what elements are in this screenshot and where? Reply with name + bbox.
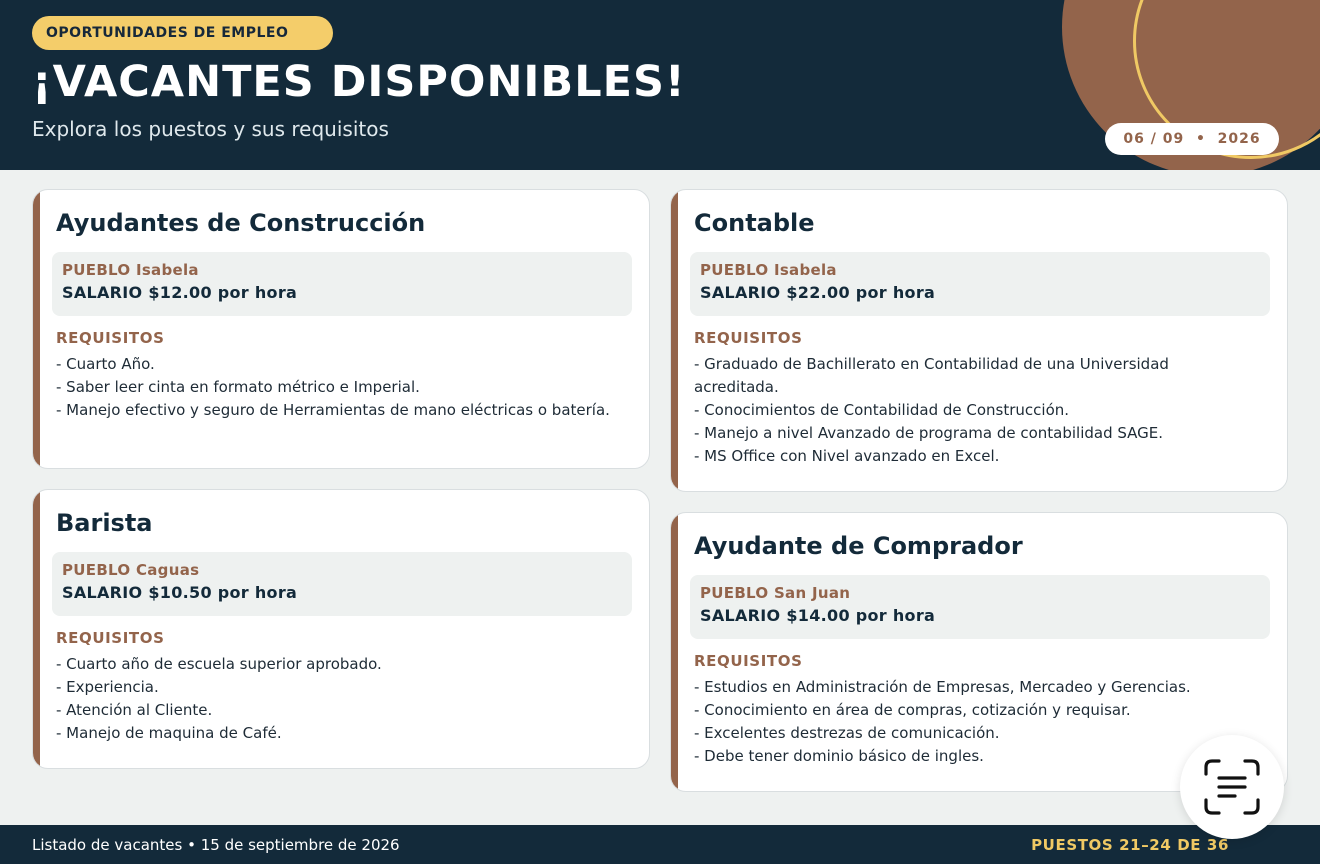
job-title: Ayudante de Comprador	[694, 532, 1023, 560]
requirement-item: - Manejo a nivel Avanzado de programa de contabilidad SAGE.	[694, 424, 1164, 442]
requirements-list	[694, 353, 1254, 468]
job-title: Ayudantes de Construcción	[56, 209, 426, 237]
requirement-item: - Excelentes destrezas de comunicación.	[694, 724, 1000, 742]
job-card-barista	[32, 489, 650, 769]
job-card-ayudantes-construccion	[32, 189, 650, 469]
requirements-list	[694, 676, 1274, 768]
job-location: PUEBLO Isabela	[62, 261, 199, 279]
job-info-box	[52, 552, 632, 616]
requirement-item: - Debe tener dominio básico de ingles.	[694, 747, 984, 765]
requirements-label: REQUISITOS	[56, 329, 165, 347]
footer-page-range: PUESTOS 21–24 DE 36	[1031, 836, 1229, 854]
requirement-item: - Manejo de maquina de Café.	[56, 724, 282, 742]
requirement-item: - Conocimiento en área de compras, cotización y requisar.	[694, 701, 1131, 719]
header-banner	[0, 0, 1320, 170]
requirement-item: - MS Office con Nivel avanzado en Excel.	[694, 447, 1000, 465]
requirement-item: - Saber leer cinta en formato métrico e Imperial.	[56, 378, 420, 396]
job-title: Contable	[694, 209, 815, 237]
requirements-label: REQUISITOS	[694, 329, 803, 347]
requirement-item: - Atención al Cliente.	[56, 701, 213, 719]
requirements-label: REQUISITOS	[56, 629, 165, 647]
job-salary: SALARIO $22.00 por hora	[700, 283, 936, 302]
job-salary: SALARIO $12.00 por hora	[62, 283, 298, 302]
requirements-list	[56, 653, 636, 745]
footer-bar	[0, 825, 1320, 864]
card-accent-bar	[33, 190, 40, 468]
page-title: ¡VACANTES DISPONIBLES!	[32, 57, 686, 107]
text-scan-icon	[1203, 758, 1261, 816]
requirements-label: REQUISITOS	[694, 652, 803, 670]
card-accent-bar	[671, 513, 678, 791]
requirements-list	[56, 353, 616, 422]
text-scan-button[interactable]	[1180, 735, 1284, 839]
job-location: PUEBLO San Juan	[700, 584, 851, 602]
footer-listing-date: Listado de vacantes • 15 de septiembre de 2026	[32, 836, 400, 854]
job-location: PUEBLO Isabela	[700, 261, 837, 279]
card-accent-bar	[671, 190, 678, 491]
job-info-box	[690, 575, 1270, 639]
requirement-item: - Graduado de Bachillerato en Contabilidad de una Universidad acreditada.	[694, 355, 1169, 396]
job-card-contable	[670, 189, 1288, 492]
category-tag: OPORTUNIDADES DE EMPLEO	[32, 16, 333, 50]
requirement-item: - Cuarto Año.	[56, 355, 155, 373]
card-accent-bar	[33, 490, 40, 768]
job-info-box	[52, 252, 632, 316]
requirement-item: - Manejo efectivo y seguro de Herramientas de mano eléctricas o batería.	[56, 401, 610, 419]
requirement-item: - Conocimientos de Contabilidad de Construcción.	[694, 401, 1070, 419]
job-salary: SALARIO $10.50 por hora	[62, 583, 298, 602]
job-location: PUEBLO Caguas	[62, 561, 200, 579]
date-badge: 06 / 09 • 2026	[1105, 123, 1279, 155]
job-title: Barista	[56, 509, 153, 537]
requirement-item: - Cuarto año de escuela superior aprobado.	[56, 655, 382, 673]
job-info-box	[690, 252, 1270, 316]
job-salary: SALARIO $14.00 por hora	[700, 606, 936, 625]
page-subtitle: Explora los puestos y sus requisitos	[32, 117, 389, 141]
requirement-item: - Experiencia.	[56, 678, 159, 696]
requirement-item: - Estudios en Administración de Empresas, Mercadeo y Gerencias.	[694, 678, 1191, 696]
